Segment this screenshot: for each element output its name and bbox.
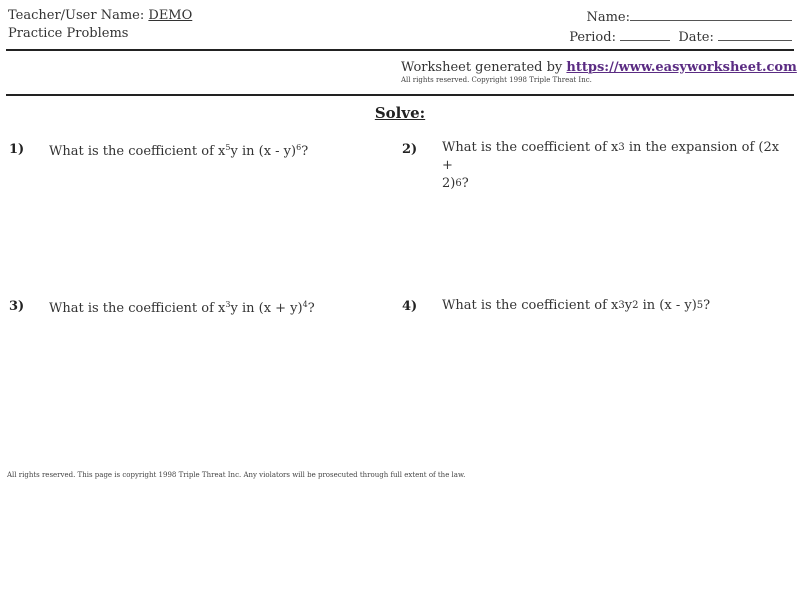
period-label: Period:	[569, 30, 616, 45]
problem-1-number: 1)	[9, 142, 25, 157]
text-segment: in the expansion of (2x +	[442, 140, 780, 173]
text-segment: y in (x + y)	[230, 301, 303, 316]
text-segment: ?	[703, 298, 711, 313]
problem-3-text	[49, 300, 379, 318]
exponent: 5	[696, 300, 704, 311]
text-segment: y	[624, 298, 633, 313]
teacher-line	[8, 7, 192, 25]
problem-3-number: 3)	[9, 299, 25, 314]
section-divider	[6, 94, 794, 96]
generator-copyright: All rights reserved. Copyright 1998 Triple Threat Inc.	[401, 76, 592, 84]
generator-credit	[401, 60, 797, 85]
date-blank[interactable]	[718, 27, 792, 41]
text-segment: ?	[301, 144, 309, 159]
text-segment: 2)	[442, 176, 456, 191]
period-date-line	[569, 27, 792, 47]
name-label: Name:	[586, 10, 630, 25]
worksheet-subtitle: Practice Problems	[8, 26, 129, 41]
header-right	[569, 7, 792, 47]
exponent: 3	[618, 142, 625, 153]
problem-2-line-1	[442, 139, 792, 175]
teacher-name: DEMO	[148, 8, 193, 23]
text-segment: What is the coefficient of x	[49, 301, 226, 316]
name-blank[interactable]	[630, 7, 792, 21]
text-segment: y in (x - y)	[230, 144, 297, 159]
footer-copyright: All rights reserved. This page is copyright 1998 Triple Threat Inc. Any violators will be prosecuted through full extent of the law.	[7, 471, 466, 479]
exponent: 4	[302, 300, 308, 309]
problem-2-text	[442, 139, 792, 193]
text-segment: What is the coefficient of x	[442, 140, 619, 155]
problem-2-line-2	[442, 175, 792, 193]
teacher-label: Teacher/User Name:	[8, 8, 145, 23]
problem-4-text	[442, 297, 792, 315]
text-segment: in (x - y)	[638, 298, 697, 313]
problem-1-text	[49, 143, 379, 161]
section-title: Solve:	[374, 104, 426, 122]
problem-4-number: 4)	[402, 299, 418, 314]
header-left	[8, 7, 192, 43]
date-label: Date:	[678, 30, 714, 45]
text-segment: What is the coefficient of x	[49, 144, 226, 159]
period-blank[interactable]	[620, 27, 670, 41]
top-divider	[6, 49, 794, 51]
text-segment: ?	[307, 301, 315, 316]
text-segment: What is the coefficient of x	[442, 298, 619, 313]
exponent: 6	[455, 178, 462, 189]
name-line	[569, 7, 792, 27]
problem-2-number: 2)	[402, 142, 418, 157]
text-segment: ?	[461, 176, 469, 191]
exponent: 6	[296, 143, 302, 152]
exponent: 2	[632, 300, 639, 311]
exponent: 5	[225, 143, 231, 152]
generator-prefix: Worksheet generated by	[401, 60, 563, 75]
exponent: 3	[618, 300, 625, 311]
generator-link[interactable]: https://www.easyworksheet.com	[566, 60, 797, 75]
exponent: 3	[225, 300, 231, 309]
